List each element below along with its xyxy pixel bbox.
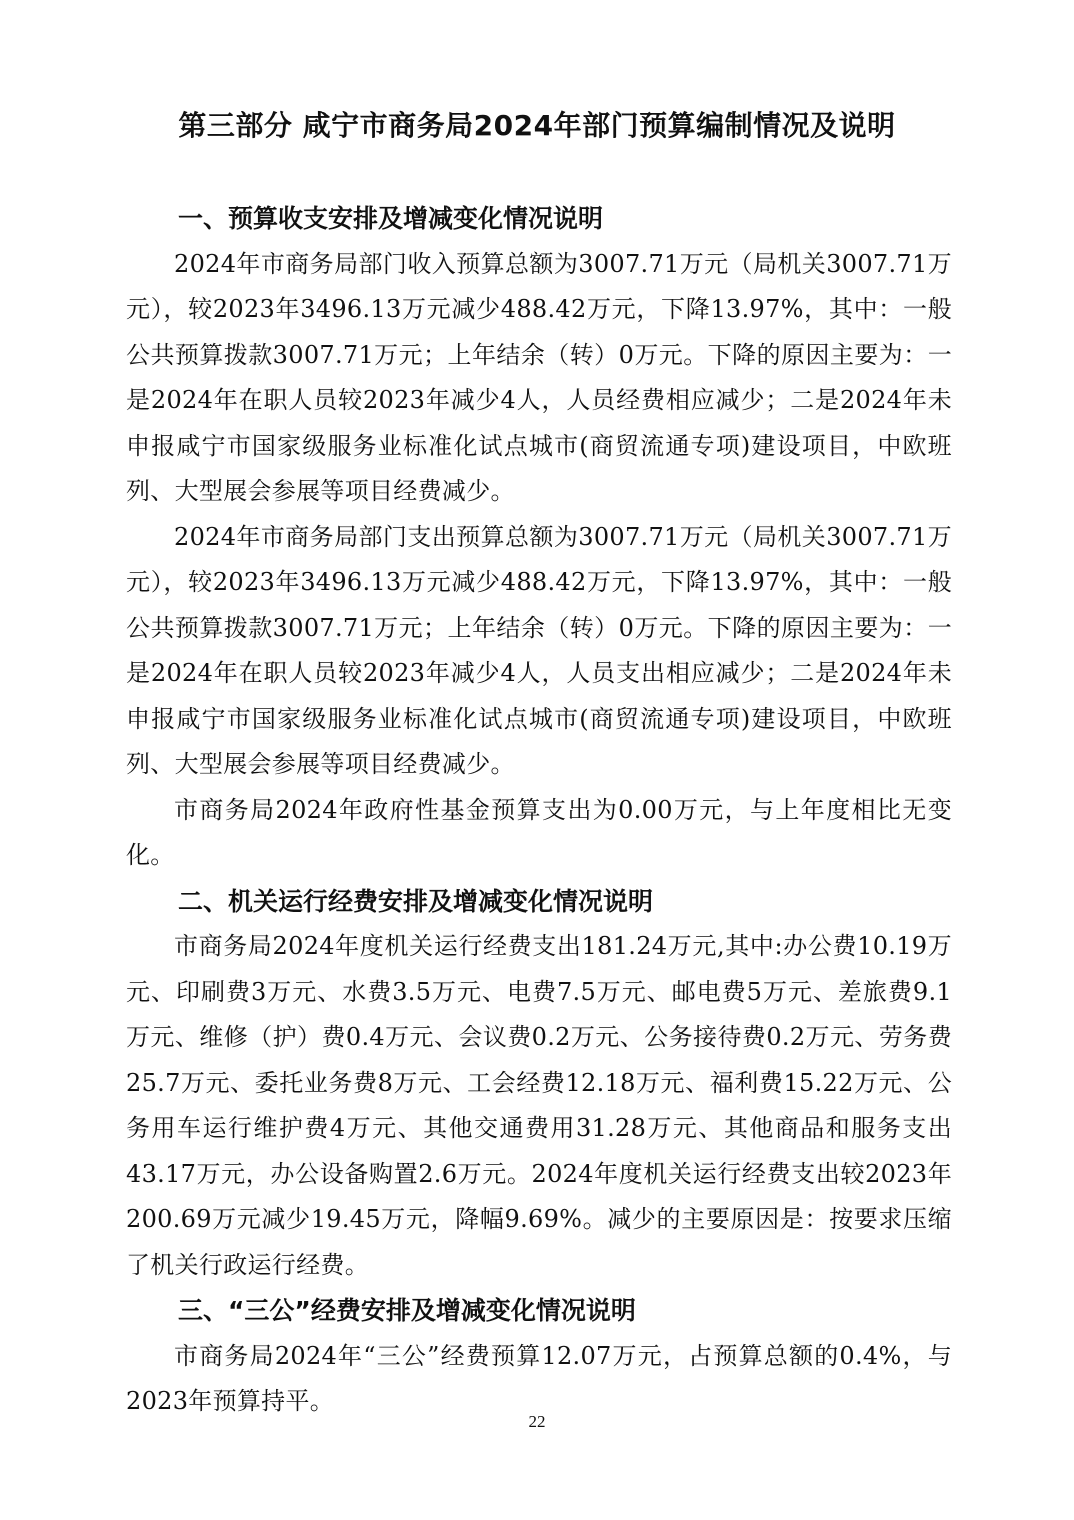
document-title: 第三部分 咸宁市商务局2024年部门预算编制情况及说明 — [178, 109, 896, 142]
section-budget-revenue-expenditure — [126, 196, 952, 879]
section-heading: 三、“三公”经费安排及增减变化情况说明 — [178, 1296, 636, 1325]
document-body — [126, 196, 952, 1425]
paragraph-government-fund: 市商务局2024年政府性基金预算支出为0.00万元，与上年度相比无变化。 — [126, 795, 952, 869]
section-heading: 二、机关运行经费安排及增减变化情况说明 — [178, 886, 654, 916]
page-number: 22 — [528, 1412, 546, 1431]
paragraph-revenue-budget: 2024年市商务局部门收入预算总额为3007.71万元（局机关3007.71万元），较2023年3496.13万元减少488.42万元，下降13.97%，其中：一般公共预算拨款3007.71万元；上年结余（转）0万元。下降的原因主要为：一是2024年在职人员较2023年减少4人，人员经费相应减少；二是2024年未申报咸宁市国家级服务业标准化试点城市(商贸流通专项)建设项目，中欧班列、大型展会参展等项目经费减少。 — [126, 249, 952, 505]
paragraph-operating-expenses: 市商务局2024年度机关运行经费支出181.24万元,其中:办公费10.19万元、印刷费3万元、水费3.5万元、电费7.5万元、邮电费5万元、差旅费9.1万元、维修（护）费0.4万元、会议费0.2万元、公务接待费0.2万元、劳务费25.7万元、委托业务费8万元、工会经费12.18万元、福利费15.22万元、公务用车运行维护费4万元、其他交通费用31.28万元、其他商品和服务支出43.17万元，办公设备购置2.6万元。2024年度机关运行经费支出较2023年200.69万元减少19.45万元，降幅9.69%。减少的主要原因是：按要求压缩了机关行政运行经费。 — [126, 932, 952, 1279]
paragraph-three-public-expenses: 市商务局2024年“三公”经费预算12.07万元，占预算总额的0.4%，与2023年预算持平。 — [126, 1341, 952, 1415]
section-three-public-expenses — [126, 1288, 952, 1425]
section-heading: 一、预算收支安排及增减变化情况说明 — [178, 204, 604, 233]
paragraph-expenditure-budget: 2024年市商务局部门支出预算总额为3007.71万元（局机关3007.71万元），较2023年3496.13万元减少488.42万元，下降13.97%，其中：一般公共预算拨款3007.71万元；上年结余（转）0万元。下降的原因主要为：一是2024年在职人员较2023年减少4人，人员支出相应减少；二是2024年未申报咸宁市国家级服务业标准化试点城市(商贸流通专项)建设项目，中欧班列、大型展会参展等项目经费减少。 — [126, 522, 952, 778]
section-operating-expenses — [126, 879, 952, 1289]
